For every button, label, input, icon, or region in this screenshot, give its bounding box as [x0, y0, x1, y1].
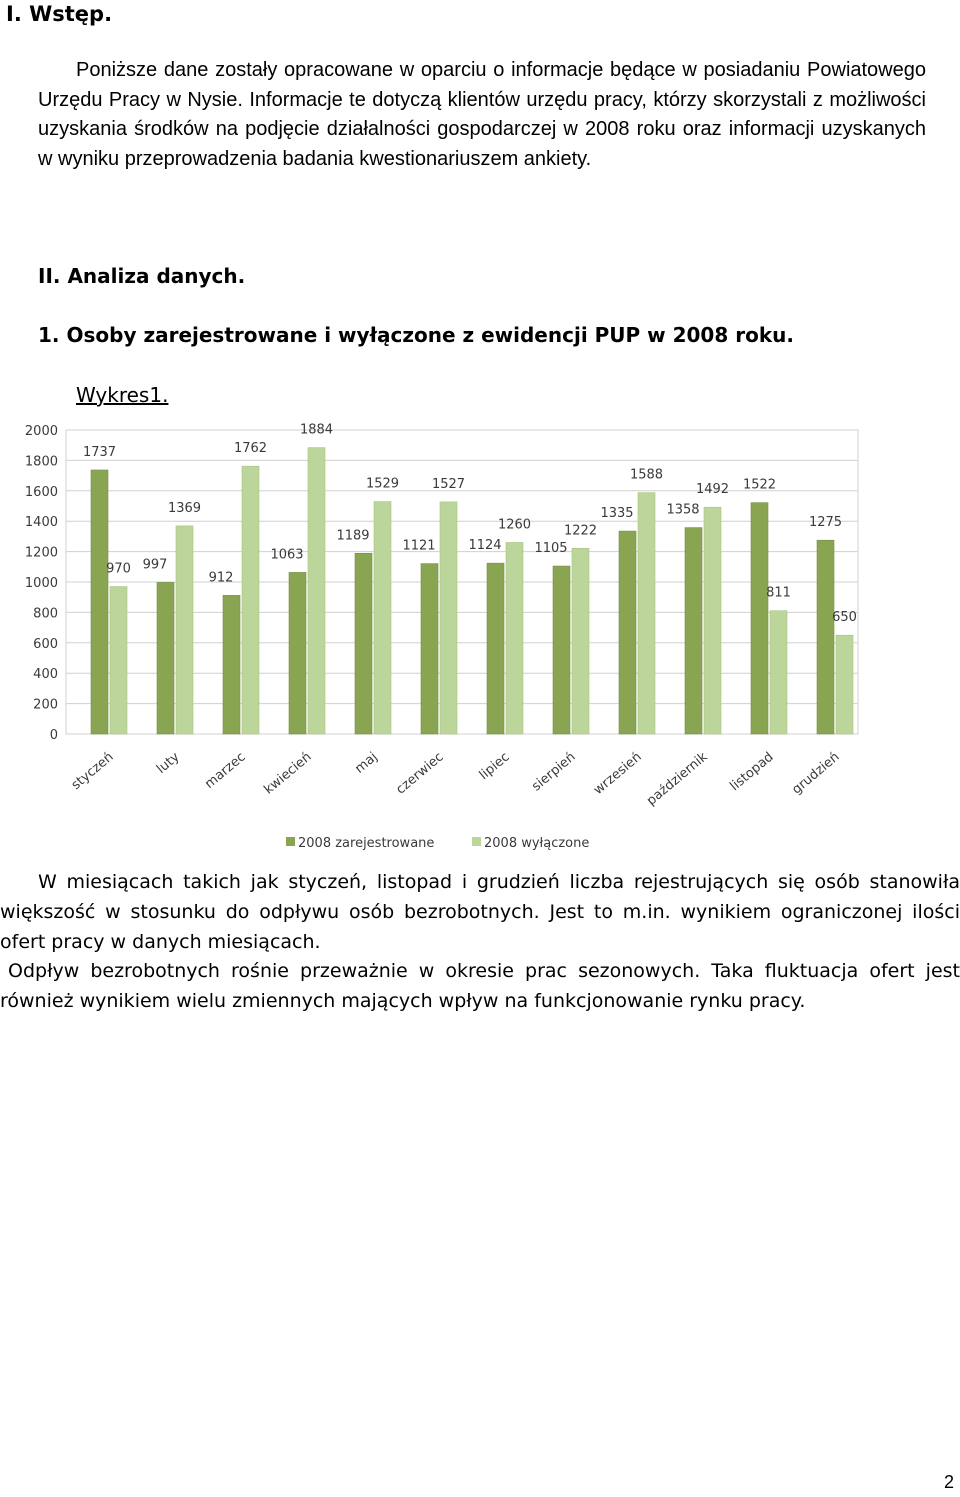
bar-registered: [289, 572, 306, 734]
section-heading-intro: I. Wstęp.: [6, 2, 113, 26]
bar-removed: [242, 466, 259, 734]
data-label: 1222: [563, 523, 598, 539]
analysis-paragraph-1: W miesiącach takich jak styczeń, listopad i grudzień liczba rejestrujących się osób stanowiła większość w stosunku do odpływu osób bezrobotnych. Jest to m.in. wynikiem ograniczonej ilości ofert pracy w danych miesiącach.: [0, 871, 960, 953]
bar-chart: [0, 410, 960, 855]
bar-removed: [506, 542, 523, 734]
legend-swatch: [472, 837, 481, 846]
data-label: 1260: [497, 517, 532, 533]
bar-registered: [817, 540, 834, 734]
data-label: 970: [106, 561, 131, 577]
bar-registered: [619, 531, 636, 734]
data-label: 1737: [82, 444, 117, 460]
data-label: 1358: [666, 502, 700, 518]
subsection-heading: 1. Osoby zarejestrowane i wyłączone z ewidencji PUP w 2008 roku.: [38, 323, 794, 347]
bar-registered: [487, 563, 504, 734]
y-axis-ticks: [25, 424, 58, 743]
bar-registered: [553, 566, 570, 734]
data-label: 1522: [742, 477, 777, 493]
y-tick-label: 600: [33, 636, 58, 652]
y-tick-label: 1000: [24, 576, 58, 591]
bar-registered: [751, 503, 768, 734]
y-tick-label: 1800: [24, 454, 58, 470]
data-label: 997: [142, 557, 168, 573]
x-tick-label: luty: [154, 749, 183, 777]
chart-caption: Wykres1.: [76, 383, 169, 407]
data-label: 1527: [431, 476, 466, 492]
data-label: 811: [766, 585, 791, 601]
bar-removed: [770, 611, 787, 734]
chart-data-labels: [83, 423, 857, 626]
x-tick-label: lipiec: [476, 749, 513, 784]
data-label: 1121: [402, 538, 436, 554]
data-label: 912: [208, 570, 234, 586]
data-label: 1588: [629, 467, 664, 483]
data-label: 1529: [365, 476, 400, 492]
x-tick-label: maj: [352, 749, 381, 777]
x-tick-label: październik: [644, 749, 711, 809]
intro-paragraph: Poniższe dane zostały opracowane w oparciu o informacje będące w posiadaniu Powiatowego Urzędu Pracy w Nysie. Informacje te dotyczą klientów urzędu pracy, którzy skorzystali z możliwości uzyskania środków na podjęcie działalności gospodarczej w 2008 roku oraz informacji uzyskanych w wyniku przeprowadzenia badania kwestionariuszem ankiety.: [38, 59, 926, 170]
analysis-paragraph-2: Odpływ bezrobotnych rośnie przeważnie w okresie prac sezonowych. Taka fluktuacja ofert jest również wynikiem wielu zmiennych mających wpływ na funkcjonowanie rynku pracy.: [0, 960, 960, 1012]
chart-legend: [286, 836, 589, 851]
data-label: 650: [832, 610, 857, 626]
data-label: 1369: [167, 500, 202, 516]
bar-registered: [421, 564, 438, 734]
data-label: 1335: [600, 506, 634, 522]
x-tick-label: marzec: [202, 749, 249, 792]
data-label: 1189: [336, 528, 370, 544]
bar-removed: [638, 493, 655, 734]
x-tick-label: sierpień: [529, 749, 579, 795]
x-tick-label: czerwiec: [393, 749, 447, 798]
bar-removed: [836, 635, 853, 734]
bar-registered: [685, 528, 702, 734]
section-heading-analysis: II. Analiza danych.: [38, 264, 246, 288]
data-label: 1492: [695, 482, 730, 498]
data-label: 1124: [468, 538, 502, 554]
y-tick-label: 800: [33, 606, 58, 622]
y-tick-label: 1600: [24, 484, 58, 500]
y-tick-label: 1200: [24, 545, 58, 561]
bar-removed: [176, 526, 193, 734]
y-tick-label: 200: [33, 697, 58, 713]
bar-registered: [91, 470, 108, 734]
data-label: 1884: [299, 422, 334, 438]
data-label: 1275: [808, 515, 843, 531]
data-label: 1063: [270, 547, 304, 563]
y-tick-label: 2000: [24, 424, 58, 439]
x-tick-label: listopad: [727, 749, 777, 795]
bar-removed: [440, 502, 457, 734]
data-label: 1762: [233, 441, 268, 457]
bar-registered: [355, 553, 372, 734]
bar-removed: [374, 502, 391, 734]
y-tick-label: 400: [33, 667, 58, 683]
bar-registered: [157, 582, 174, 734]
legend-label: 2008 zarejestrowane: [298, 836, 435, 851]
data-label: 1105: [534, 541, 568, 557]
legend-swatch: [286, 837, 295, 846]
bar-removed: [704, 507, 721, 734]
y-tick-label: 1400: [24, 515, 58, 531]
page-number: 2: [943, 1472, 954, 1492]
legend-label: 2008 wyłączone: [484, 836, 590, 851]
x-tick-label: wrzesień: [590, 749, 645, 798]
bar-removed: [308, 448, 325, 734]
x-tick-label: grudzień: [789, 749, 843, 798]
x-tick-label: kwiecień: [261, 749, 315, 798]
y-tick-label: 0: [49, 728, 58, 743]
bar-registered: [223, 595, 240, 734]
x-axis-ticks: [69, 749, 843, 809]
x-tick-label: styczeń: [68, 749, 117, 794]
bar-removed: [572, 548, 589, 734]
bar-removed: [110, 587, 127, 734]
